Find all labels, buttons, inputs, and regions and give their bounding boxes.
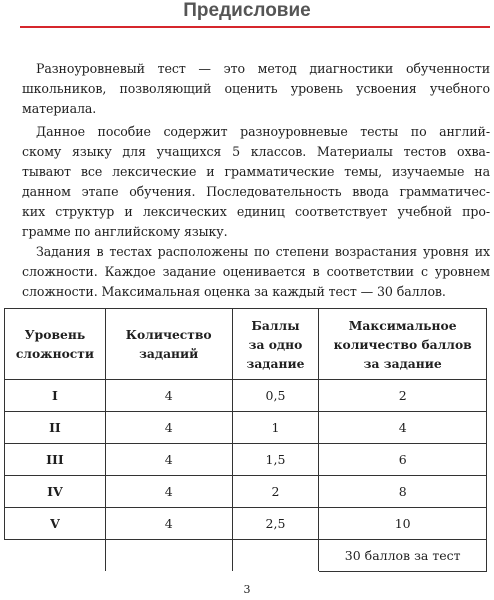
text-line: Разноуровневый тест — это метод диагностики обученности: [36, 61, 490, 76]
header-line: количество баллов: [333, 336, 472, 352]
points-cell: 2,5: [232, 508, 319, 540]
heading-rule: [20, 26, 490, 28]
points-cell: 1: [232, 412, 319, 444]
text-line: материала.: [22, 101, 97, 116]
header-max-points: [319, 309, 487, 380]
task-count-cell: 4: [105, 412, 232, 444]
table-total-row: [5, 540, 487, 572]
points-cell: 2: [232, 476, 319, 508]
text-line: грамме по английскому языку.: [22, 224, 228, 239]
table-header-row: [5, 309, 487, 380]
points-cell: 1,5: [232, 444, 319, 476]
header-line: Максимальное: [348, 317, 457, 333]
header-line: Количество: [125, 327, 212, 342]
header-line: заданий: [139, 346, 199, 361]
table-row: [5, 444, 487, 476]
max-points-cell: 10: [319, 508, 487, 540]
max-points-cell: 2: [319, 380, 487, 412]
text-line: данном этапе обучения. Последовательность ввода грамматичес-: [22, 184, 490, 199]
page-number: 3: [243, 583, 251, 596]
table-row: [5, 412, 487, 444]
text-line: сложности. Максимальная оценка за каждый тест — 30 баллов.: [22, 284, 446, 299]
header-line: сложности: [15, 346, 95, 361]
task-count-cell: 4: [105, 508, 232, 540]
table-row: [5, 508, 487, 540]
header-level: [5, 309, 106, 380]
task-count-cell: 4: [105, 444, 232, 476]
text-line: скому языку для учащихся 5 классов. Материалы тестов охва-: [22, 144, 490, 159]
table-row: [5, 380, 487, 412]
level-cell: III: [5, 444, 106, 476]
max-points-cell: 4: [319, 412, 487, 444]
text-line: Данное пособие содержит разноуровневые тесты по англий-: [36, 124, 490, 139]
max-points-cell: 8: [319, 476, 487, 508]
header-line: Уровень: [24, 327, 86, 342]
total-cell: 30 баллов за тест: [319, 540, 487, 572]
text-line: ких структур и лексических единиц соответствует учебной про-: [22, 204, 490, 219]
level-cell: IV: [5, 476, 106, 508]
scoring-table: [4, 308, 487, 572]
header-task-count: [105, 309, 232, 380]
points-cell: 0,5: [232, 380, 319, 412]
header-line: Баллы: [251, 317, 300, 333]
task-count-cell: 4: [105, 380, 232, 412]
paragraph-3: [22, 242, 490, 302]
header-line: за одно: [248, 336, 303, 352]
text-line: Задания в тестах расположены по степени возрастания уровня их: [36, 244, 490, 259]
text-line: школьников, позволяющий оценить уровень усвоения учебного: [22, 81, 490, 96]
max-points-cell: 6: [319, 444, 487, 476]
level-cell: II: [5, 412, 106, 444]
table-row: [5, 476, 487, 508]
header-line: за задание: [363, 355, 442, 371]
header-line: задание: [246, 355, 305, 371]
paragraph-2: [22, 122, 490, 242]
empty-cell: [5, 540, 106, 572]
level-cell: V: [5, 508, 106, 540]
header-points-per-task: [232, 309, 319, 380]
empty-cell: [105, 540, 232, 572]
text-line: тывают все лексические и грамматические темы, изучаемые на: [22, 164, 490, 179]
level-cell: I: [5, 380, 106, 412]
task-count-cell: 4: [105, 476, 232, 508]
paragraph-1: [22, 59, 490, 119]
page-heading: Предисловие: [183, 0, 311, 21]
empty-cell: [232, 540, 319, 572]
text-line: сложности. Каждое задание оценивается в соответствии с уровнем: [22, 264, 490, 279]
